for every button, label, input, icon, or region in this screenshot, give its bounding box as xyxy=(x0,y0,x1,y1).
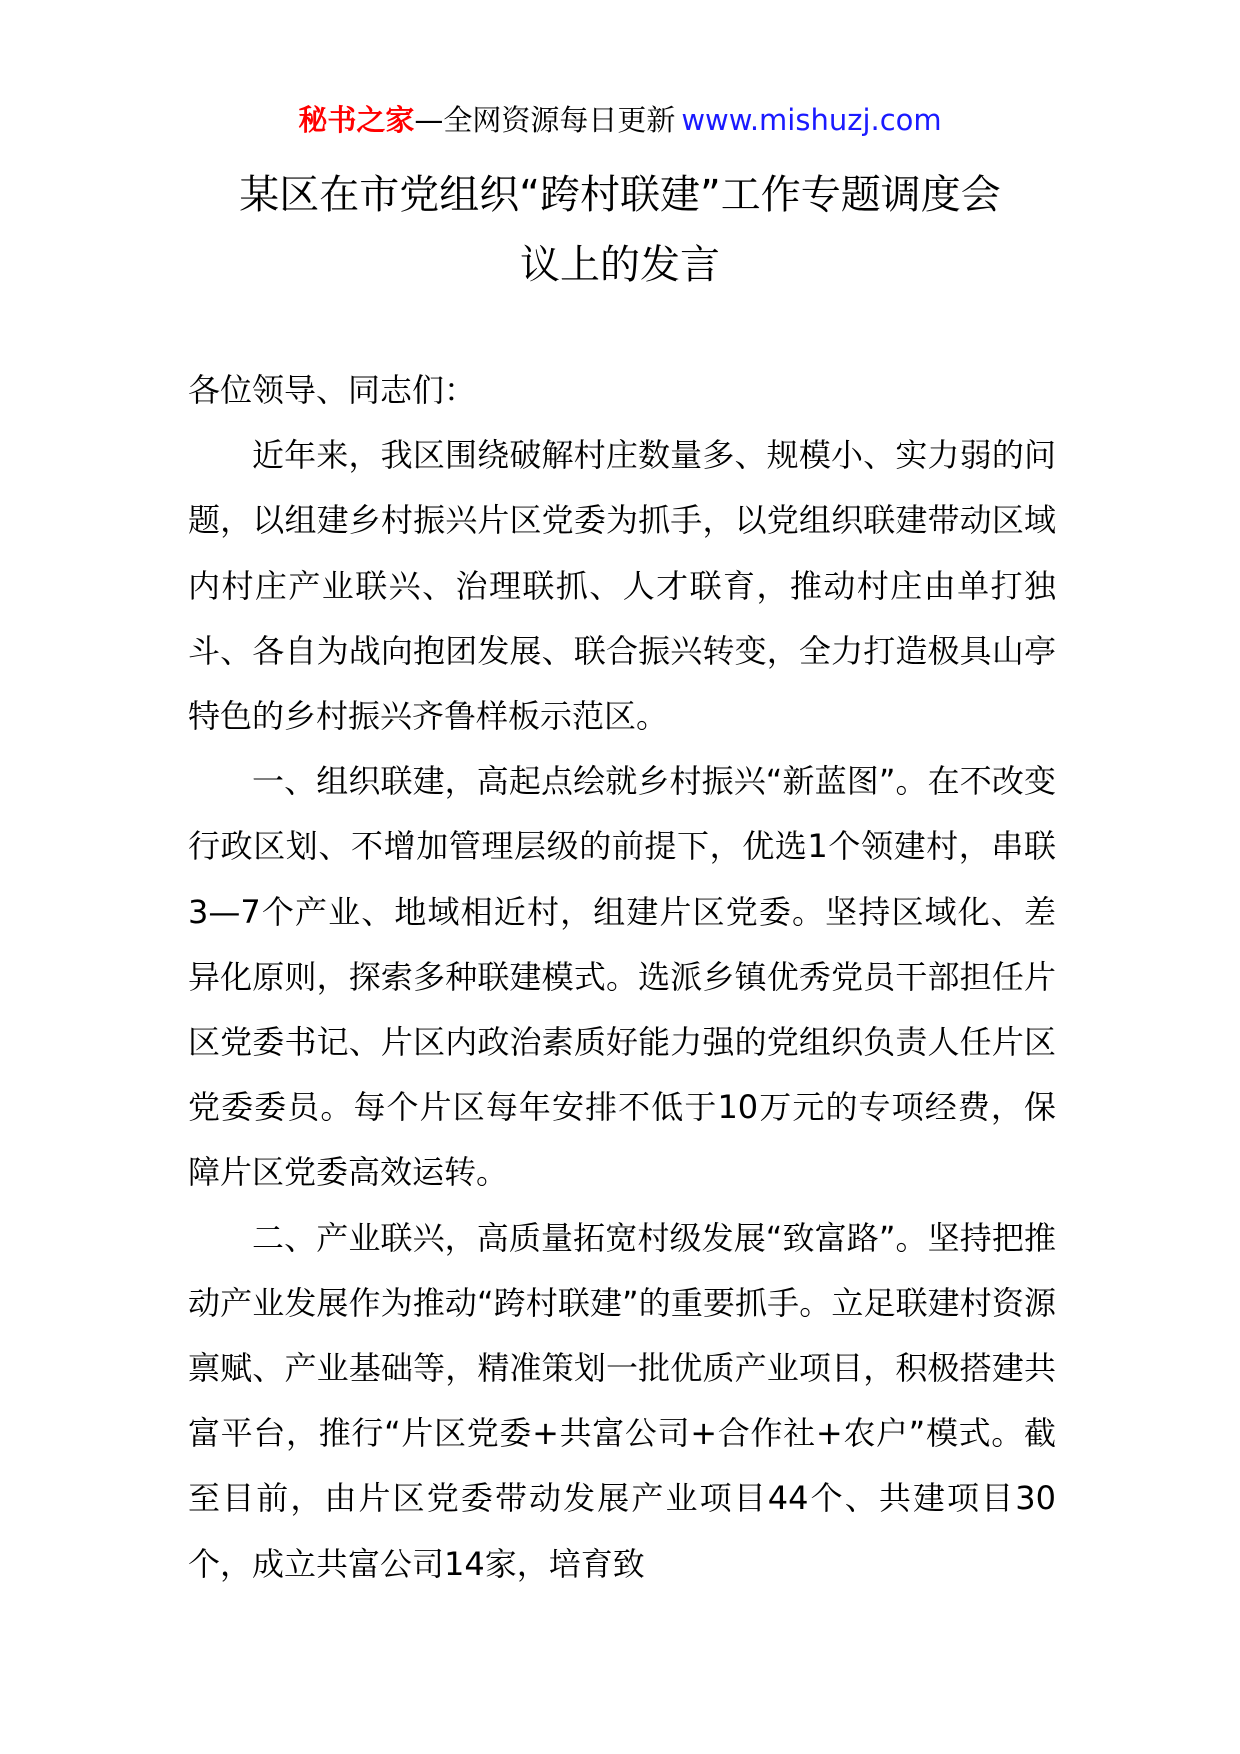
paragraph-organization: 一、组织联建，高起点绘就乡村振兴“新蓝图”。在不改变行政区划、不增加管理层级的前提下，优选1个领建村，串联3—7个产业、地域相近村，组建片区党委。坚持区域化、差异化原则，探索多种联建模式。选派乡镇优秀党员干部担任片区党委书记、片区内政治素质好能力强的党组织负责人任片区党委委员。每个片区每年安排不低于10万元的专项经费，保障片区党委高效运转。 xyxy=(188,762,1056,1192)
site-url-link[interactable]: www.mishuzj.com xyxy=(681,103,942,137)
paragraph-industry: 二、产业联兴，高质量拓宽村级发展“致富路”。坚持把推动产业发展作为推动“跨村联建”的重要抓手。立足联建村资源禀赋、产业基础等，精准策划一批优质产业项目，积极搭建共富平台，推行“片区党委+共富公司+合作社+农户”模式。截至目前，由片区党委带动发展产业项目44个、共建项目30个，成立共富公司14家，培育致 xyxy=(188,1218,1056,1583)
brand-name: 秘书之家 xyxy=(298,103,415,137)
paragraph-intro: 近年来，我区围绕破解村庄数量多、规模小、实力弱的问题，以组建乡村振兴片区党委为抓手，以党组织联建带动区域内村庄产业联兴、治理联抓、人才联育，推动村庄由单打独斗、各自为战向抱团发展、联合振兴转变，全力打造极具山亭特色的乡村振兴齐鲁样板示范区。 xyxy=(188,436,1056,736)
document-title xyxy=(170,160,1070,300)
document-title-line-1: 某区在市党组织“跨村联建”工作专题调度会 xyxy=(239,172,1001,218)
header-slogan: —全网资源每日更新 xyxy=(414,103,676,137)
document-body xyxy=(188,358,1056,1597)
document-title-line-2: 议上的发言 xyxy=(520,242,720,288)
watermark-header xyxy=(0,100,1240,140)
salutation: 各位领导、同志们： xyxy=(188,371,477,409)
